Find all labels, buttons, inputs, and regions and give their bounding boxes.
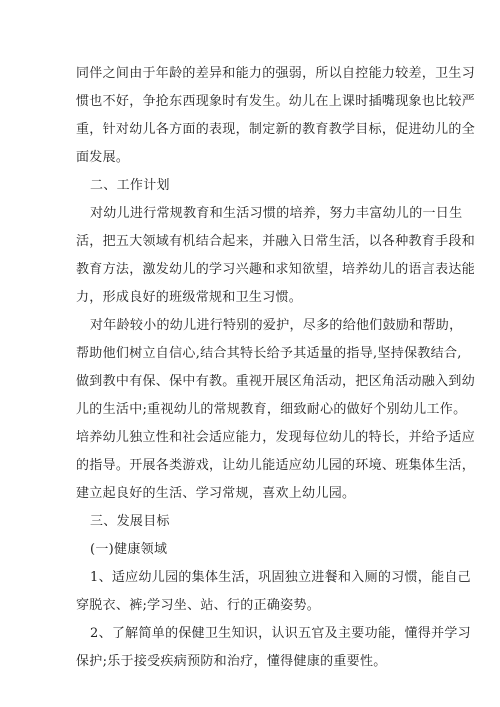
paragraph-line: 同伴之间由于年龄的差异和能力的强弱，所以自控能力较差，卫生习	[76, 66, 476, 81]
paragraph-line: 对年龄较小的幼儿进行特别的爱护，尽多的给他们鼓励和帮助，	[90, 318, 463, 333]
paragraph-line: 做到教中有保、保中有教。重视开展区角活动，把区角活动融入到幼	[76, 374, 476, 389]
section-heading: 二、工作计划	[90, 178, 170, 193]
paragraph-line: 1、适应幼儿园的集体生活，巩固独立进餐和入厕的习惯，能自己	[90, 570, 471, 585]
paragraph-line: 儿的生活中;重视幼儿的常规教育，细致耐心的做好个别幼儿工作。	[76, 402, 467, 417]
paragraph-line: 的指导。开展各类游戏，让幼儿能适应幼儿园的环境、班集体生活，	[76, 458, 476, 473]
paragraph-line: 帮助他们树立自信心,结合其特长给予其适量的指导,坚持保教结合,	[76, 346, 462, 361]
paragraph-line: 建立起良好的生活、学习常规，喜欢上幼儿园。	[76, 486, 356, 501]
paragraph-line: 对幼儿进行常规教育和生活习惯的培养，努力丰富幼儿的一日生	[90, 206, 463, 221]
subsection-heading: (一)健康领域	[90, 542, 168, 557]
paragraph-line: 重，针对幼儿各方面的表现，制定新的教育教学目标，促进幼儿的全	[76, 122, 476, 137]
paragraph-line: 穿脱衣、裤;学习坐、站、行的正确姿势。	[76, 598, 321, 613]
paragraph-line: 面发展。	[76, 150, 130, 165]
paragraph-line: 保护;乐于接受疾病预防和治疗，懂得健康的重要性。	[76, 654, 387, 669]
paragraph-line: 培养幼儿独立性和社会适应能力，发现每位幼儿的特长，并给予适应	[76, 430, 476, 445]
paragraph-line: 力，形成良好的班级常规和卫生习惯。	[76, 290, 303, 305]
paragraph-line: 惯也不好，争抢东西现象时有发生。幼儿在上课时插嘴现象也比较严	[76, 94, 476, 109]
paragraph-line: 教育方法，激发幼儿的学习兴趣和求知欲望，培养幼儿的语言表达能	[76, 262, 476, 277]
paragraph-line: 活，把五大领域有机结合起来，并融入日常生活，以各种教育手段和	[76, 234, 476, 249]
section-heading: 三、发展目标	[90, 514, 170, 529]
paragraph-line: 2、了解简单的保健卫生知识，认识五官及主要功能，懂得并学习	[90, 626, 471, 641]
